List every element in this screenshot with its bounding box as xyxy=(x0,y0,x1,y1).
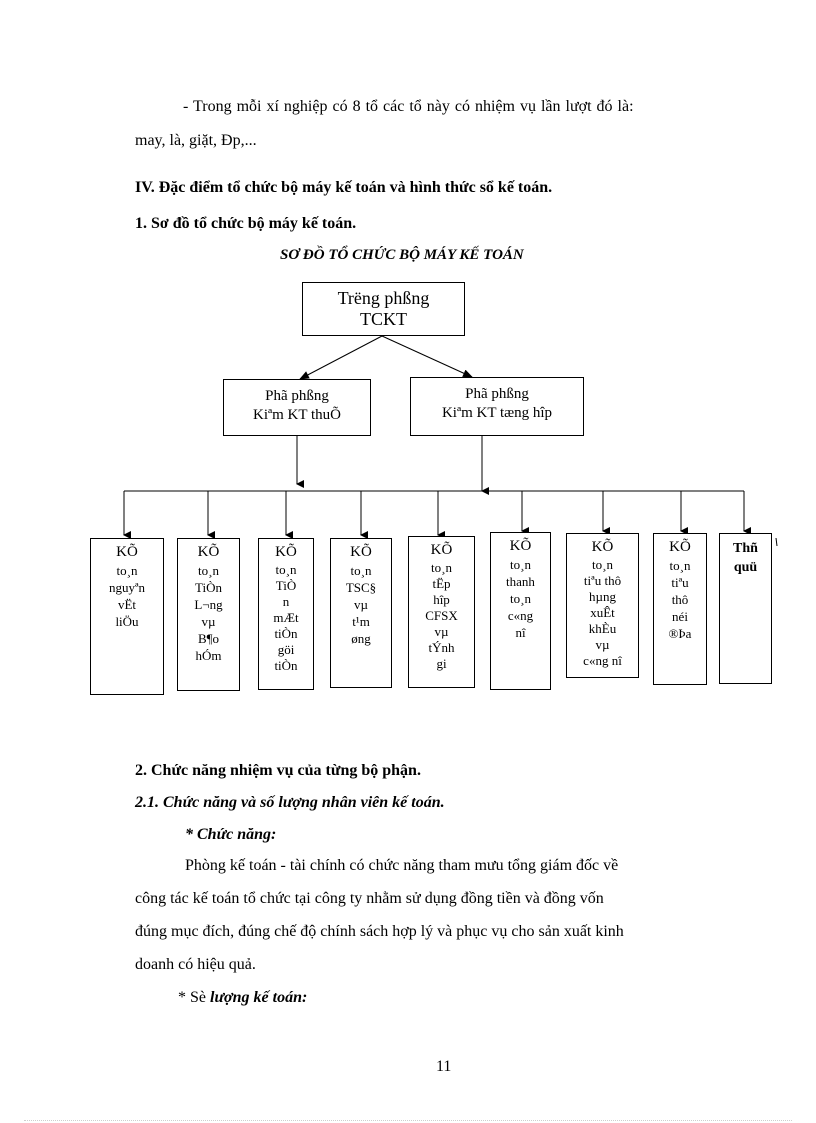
org-box-label: hÓm xyxy=(195,648,222,663)
org-box-label: CFSX xyxy=(425,608,458,623)
org-box-label: tiªu thô xyxy=(583,573,622,588)
org-box-label: ®Þa xyxy=(668,626,692,641)
org-box-label: quü xyxy=(733,560,758,575)
label-text: lượng kế toán: xyxy=(210,989,308,1006)
org-box-unit xyxy=(177,538,240,691)
org-box-label: KÕ xyxy=(275,544,297,560)
org-box-label: tiÒn xyxy=(274,658,298,673)
paragraph-line: doanh có hiệu quả. xyxy=(135,956,256,973)
org-box-label: khÈu xyxy=(588,621,617,636)
org-box-unit xyxy=(719,533,772,684)
subsection-heading: 2.1. Chức năng và số lượng nhân viên kế toán. xyxy=(135,794,445,811)
org-box-label: to¸n xyxy=(592,557,613,572)
org-box-unit xyxy=(330,538,392,688)
label-prefix: * Sè xyxy=(178,989,206,1006)
org-box-label: TiÒ xyxy=(275,578,297,593)
org-box-label: to¸n xyxy=(198,563,219,578)
org-box-label: tÝnh xyxy=(428,640,455,655)
org-box-label: to¸n xyxy=(116,563,138,578)
org-box-label: néi xyxy=(672,609,688,624)
org-box-label: mÆt xyxy=(273,610,299,625)
org-box-label: tiªu xyxy=(671,575,689,590)
page-edge xyxy=(24,1120,792,1121)
org-box-label: tiÒn xyxy=(274,626,298,641)
org-box-label: to¸n xyxy=(275,562,297,577)
org-box-label: vµ xyxy=(595,637,610,652)
org-box-label: to¸n xyxy=(510,557,531,572)
org-box-label: KÕ xyxy=(116,544,138,560)
org-box-label: göi xyxy=(277,642,295,657)
org-box-label: B¶o xyxy=(197,631,220,646)
org-box-label: tËp xyxy=(432,576,451,591)
org-box-label: to¸n xyxy=(669,558,691,573)
org-box-label: to¸n xyxy=(510,591,531,606)
paragraph-line: đúng mục đích, đúng chế độ chính sách hợp lý và phục vụ cho sản xuất kinh xyxy=(135,923,624,940)
org-box-label: KÕ xyxy=(669,539,691,555)
org-box-label: TCKT xyxy=(360,309,407,329)
org-box-label: øng xyxy=(351,631,371,646)
org-box-label: vµ xyxy=(201,614,216,629)
org-box-label: Kiªm KT thuÕ xyxy=(252,407,342,423)
org-box-label: gi xyxy=(436,656,447,671)
org-box-label: xuÊt xyxy=(590,605,615,620)
org-box-label: hµng xyxy=(589,589,616,604)
org-box-label: L¬ng xyxy=(194,597,223,612)
org-box-unit xyxy=(653,533,707,685)
org-box-label: KÕ xyxy=(430,542,453,558)
org-box-label: Phã phßng xyxy=(265,388,329,404)
org-box-label: thô xyxy=(671,592,689,607)
page-number: 11 xyxy=(436,1058,452,1075)
org-box-label: TiÒn xyxy=(195,580,222,595)
org-box-unit xyxy=(90,538,164,695)
org-box-deputy-general xyxy=(410,377,584,436)
org-box-label: KÕ xyxy=(350,544,372,560)
paragraph-line: công tác kế toán tổ chức tại công ty nhằm sử dụng đồng tiền và đồng vốn xyxy=(135,890,604,907)
org-box-unit xyxy=(258,538,314,690)
section-heading: IV. Đặc điểm tổ chức bộ máy kế toán và hình thức sổ kế toán. xyxy=(135,179,553,196)
org-box-label: KÕ xyxy=(197,544,220,560)
org-box-label: to¸n xyxy=(350,563,372,578)
org-box-label: TSC§ xyxy=(345,580,377,595)
org-box-head xyxy=(302,282,465,336)
org-box-label: vµ xyxy=(354,597,368,612)
org-box-label: liÖu xyxy=(115,614,139,629)
paragraph-line: Phòng kế toán - tài chính có chức năng tham mưu tổng giám đốc về xyxy=(185,857,619,874)
org-box-label: Phã phßng xyxy=(465,386,529,402)
org-box-unit xyxy=(408,536,475,688)
org-box-deputy-tax xyxy=(223,379,371,436)
subsection-heading: 2. Chức năng nhiệm vụ của từng bộ phận. xyxy=(135,762,421,779)
org-box-unit xyxy=(566,533,639,678)
org-box-label: vµ xyxy=(434,624,449,639)
org-box-label: Thñ xyxy=(733,541,758,556)
org-box-label: thanh xyxy=(506,574,535,589)
org-box-label: c«ng nî xyxy=(583,653,622,668)
org-box-label: KÕ xyxy=(591,539,614,555)
chart-title: SƠ ĐỒ TỔ CHỨC BỘ MÁY KẾ TOÁN xyxy=(280,247,524,263)
org-box-label: Kiªm KT tæng hîp xyxy=(441,405,553,421)
org-box-label: vËt xyxy=(117,597,137,612)
org-box-unit xyxy=(490,532,551,690)
paragraph-line: may, là, giặt, Đp,... xyxy=(135,132,257,149)
org-box-label: nî xyxy=(515,625,526,640)
org-box-label: nguyªn xyxy=(108,580,146,595)
paragraph-line: - Trong mỗi xí nghiệp có 8 tổ các tổ này có nhiệm vụ lần lượt đó là: xyxy=(183,98,634,115)
org-box-label: t¹m xyxy=(352,614,370,629)
org-box-label: c«ng xyxy=(507,608,534,623)
org-box-label: to¸n xyxy=(431,560,452,575)
org-box-label: hîp xyxy=(433,592,450,607)
label-so-luong xyxy=(178,988,307,1008)
label-chuc-nang: * Chức năng: xyxy=(185,826,277,843)
org-box-label: n xyxy=(282,594,290,609)
org-box-label: KÕ xyxy=(509,538,532,554)
org-box-label: Trëng phßng xyxy=(337,288,430,308)
subsection-heading: 1. Sơ đồ tổ chức bộ máy kế toán. xyxy=(135,215,357,232)
